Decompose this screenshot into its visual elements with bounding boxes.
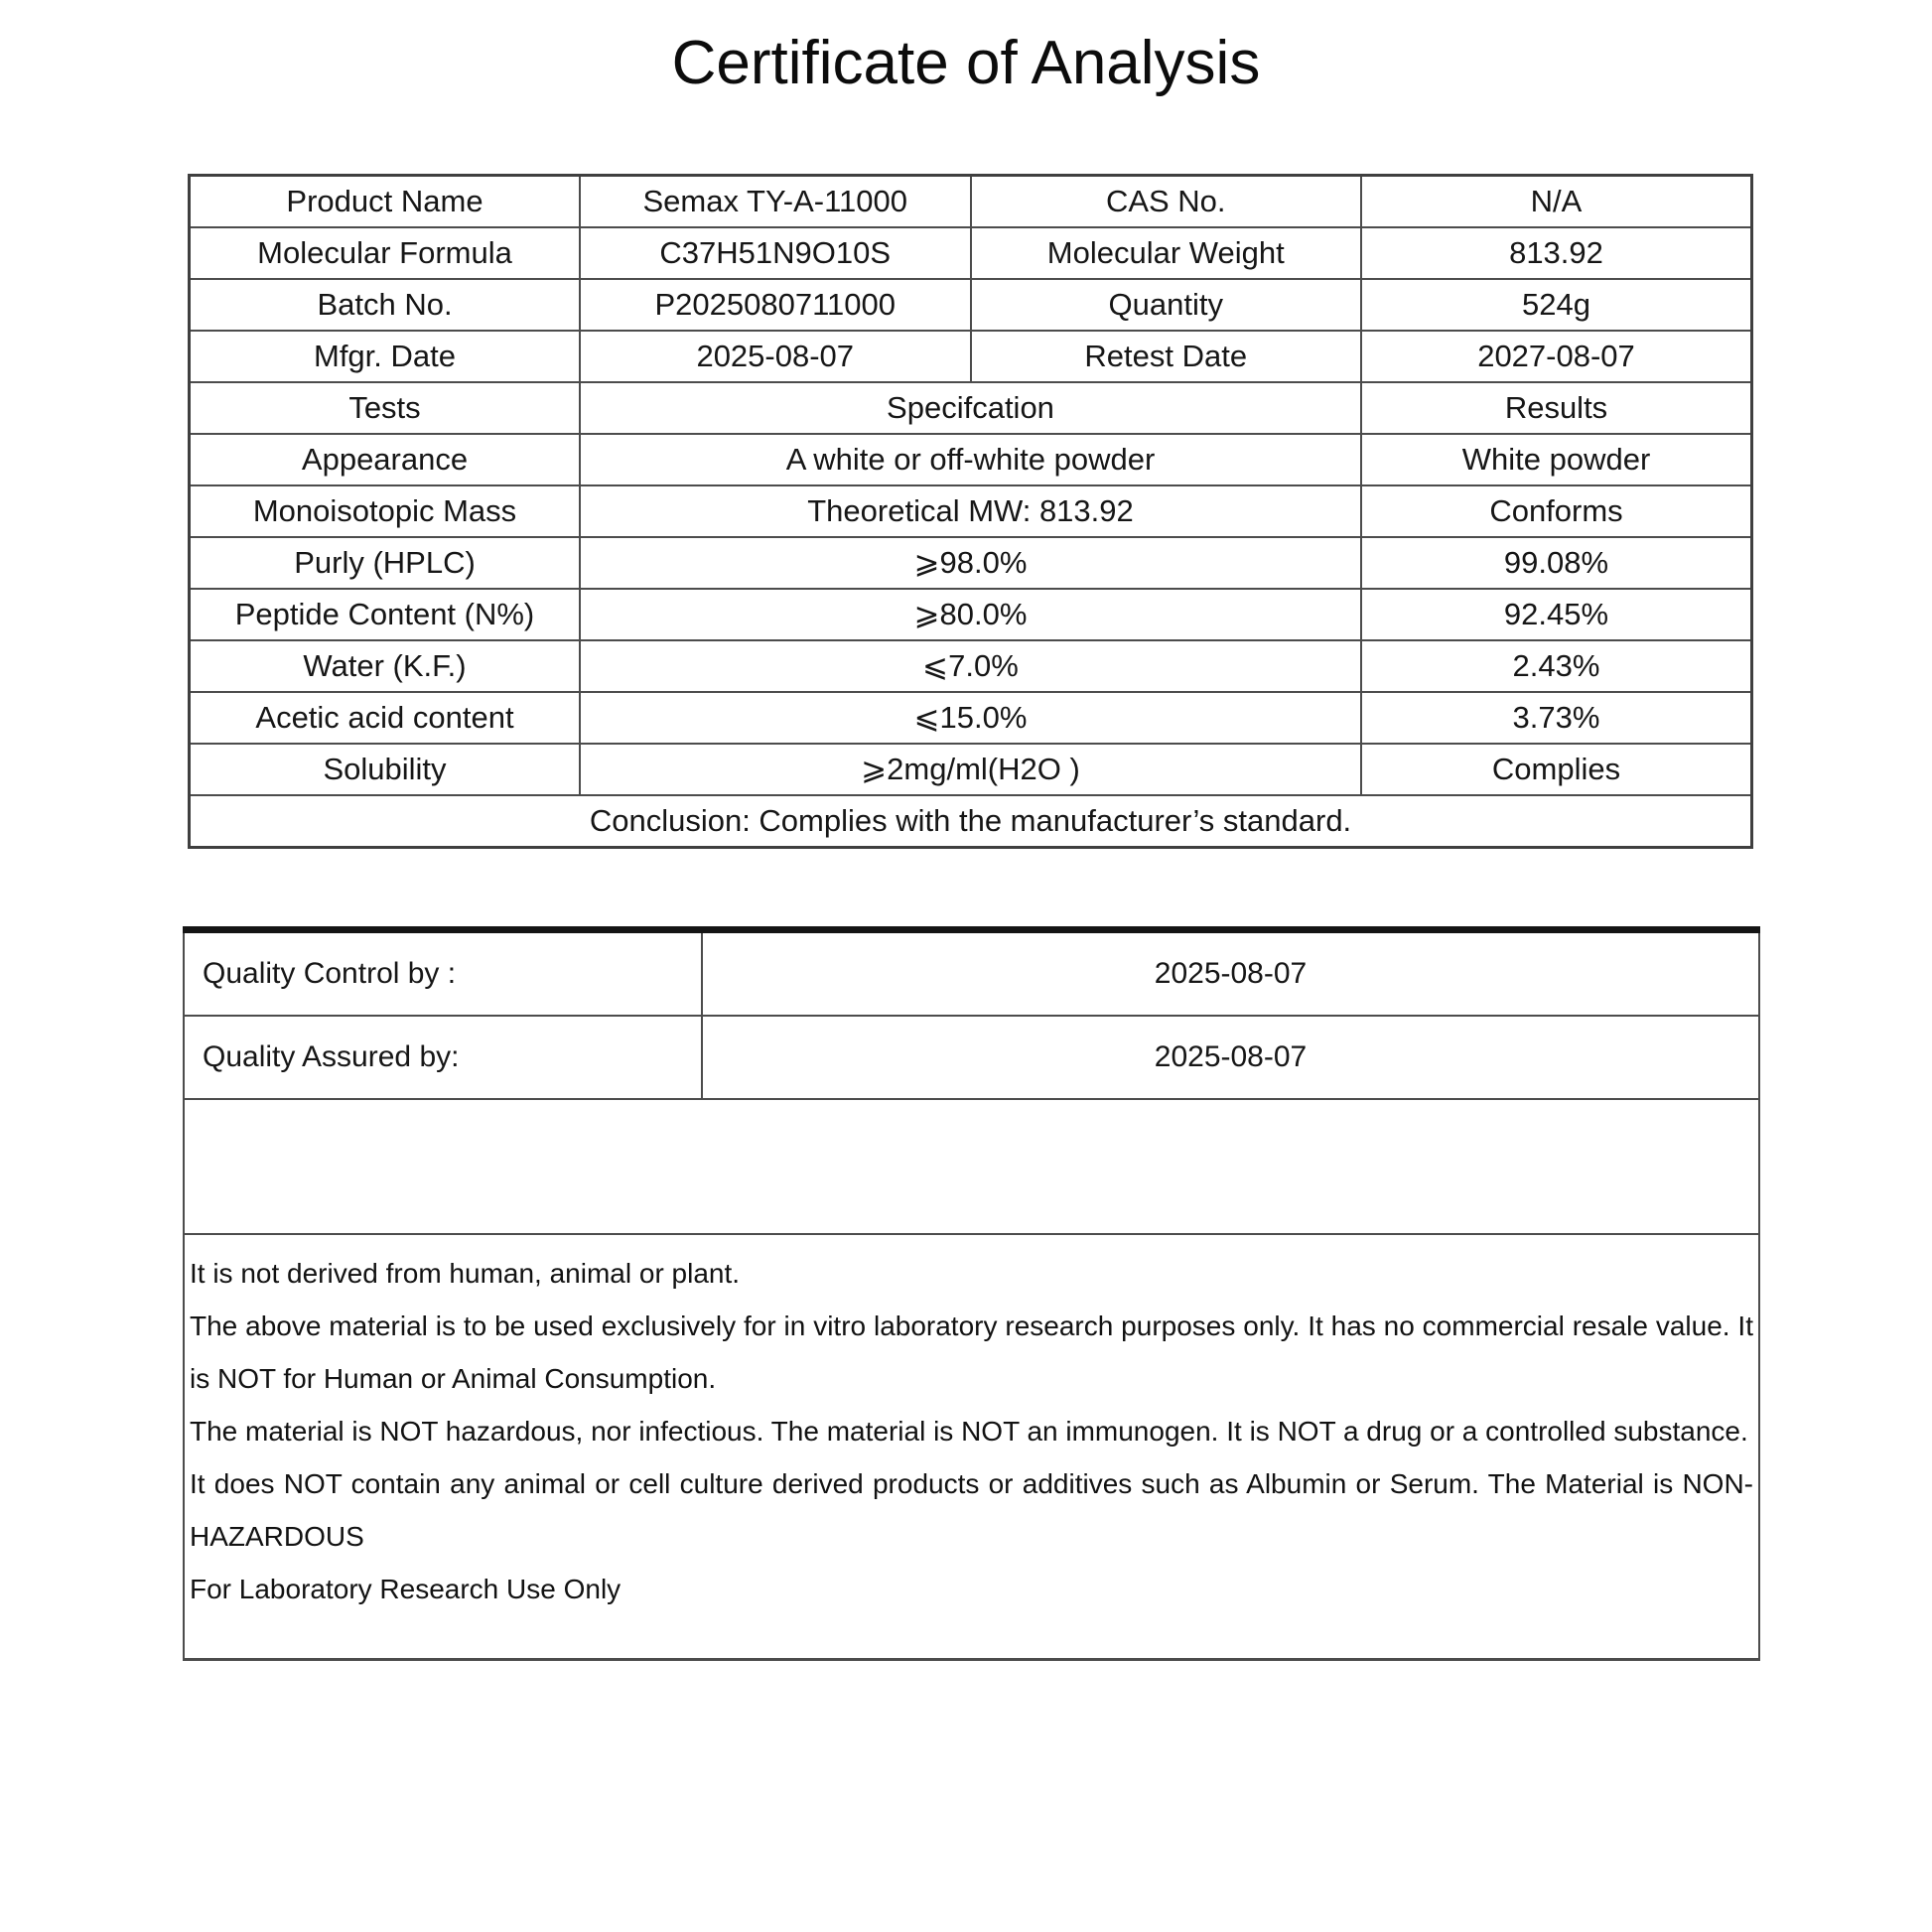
disclaimer-notes (184, 1234, 1759, 1660)
quality-assured-by-label: Quality Assured by: (184, 1016, 702, 1099)
quality-control-by-label: Quality Control by : (184, 930, 702, 1017)
batch-no-label: Batch No. (190, 279, 581, 331)
table-row (190, 227, 1752, 279)
results-header: Results (1361, 382, 1752, 434)
note-line: It is not derived from human, animal or plant. (190, 1258, 741, 1289)
test-specification: Theoretical MW: 813.92 (580, 485, 1361, 537)
empty-row (184, 1099, 1759, 1234)
test-name: Peptide Content (N%) (190, 589, 581, 640)
test-name: Solubility (190, 744, 581, 795)
test-name: Appearance (190, 434, 581, 485)
tests-header: Tests (190, 382, 581, 434)
test-result: 2.43% (1361, 640, 1752, 692)
retest-date-value: 2027-08-07 (1361, 331, 1752, 382)
test-row (190, 434, 1752, 485)
product-name-label: Product Name (190, 176, 581, 228)
note-line: The material is NOT hazardous, nor infectious. The material is NOT an immunogen. It is NOT a drug or a controlled substance. (190, 1416, 1748, 1447)
test-row (190, 640, 1752, 692)
test-name: Water (K.F.) (190, 640, 581, 692)
test-row (190, 537, 1752, 589)
conclusion-row (190, 795, 1752, 848)
test-result: 99.08% (1361, 537, 1752, 589)
molecular-weight-value: 813.92 (1361, 227, 1752, 279)
specification-header: Specifcation (580, 382, 1361, 434)
test-specification: ⩾98.0% (580, 537, 1361, 589)
mfgr-date-value: 2025-08-07 (580, 331, 971, 382)
test-specification: ⩾80.0% (580, 589, 1361, 640)
note-line: For Laboratory Research Use Only (190, 1574, 621, 1604)
quantity-value: 524g (1361, 279, 1752, 331)
note-line: The above material is to be used exclusively for in vitro laboratory research purposes only. It has no commercial resale value. It is NOT for Human or Animal Consumption. (190, 1311, 1753, 1394)
test-name: Acetic acid content (190, 692, 581, 744)
test-row (190, 589, 1752, 640)
page-title: Certificate of Analysis (671, 29, 1261, 97)
cas-no-value: N/A (1361, 176, 1752, 228)
table-row (190, 279, 1752, 331)
test-result: 3.73% (1361, 692, 1752, 744)
table-row (190, 176, 1752, 228)
table-row (184, 930, 1759, 1017)
test-row (190, 744, 1752, 795)
table-row (184, 1016, 1759, 1099)
test-result: White powder (1361, 434, 1752, 485)
molecular-formula-value: C37H51N9O10S (580, 227, 971, 279)
retest-date-label: Retest Date (971, 331, 1362, 382)
test-row (190, 692, 1752, 744)
test-specification: A white or off-white powder (580, 434, 1361, 485)
test-result: Conforms (1361, 485, 1752, 537)
conclusion-text: Conclusion: Complies with the manufacturer’s standard. (190, 795, 1752, 848)
test-result: Complies (1361, 744, 1752, 795)
test-name: Monoisotopic Mass (190, 485, 581, 537)
molecular-weight-label: Molecular Weight (971, 227, 1362, 279)
note-line: It does NOT contain any animal or cell culture derived products or additives such as Albumin or Serum. The Material is NON-HAZARDOUS (190, 1468, 1753, 1552)
test-result: 92.45% (1361, 589, 1752, 640)
table-row (190, 331, 1752, 382)
quality-control-table (183, 926, 1760, 1661)
test-specification: ⩾2mg/ml(H2O ) (580, 744, 1361, 795)
tests-header-row (190, 382, 1752, 434)
quality-assured-by-date: 2025-08-07 (702, 1016, 1759, 1099)
mfgr-date-label: Mfgr. Date (190, 331, 581, 382)
cas-no-label: CAS No. (971, 176, 1362, 228)
test-specification: ⩽15.0% (580, 692, 1361, 744)
quality-control-by-date: 2025-08-07 (702, 930, 1759, 1017)
test-row (190, 485, 1752, 537)
test-name: Purly (HPLC) (190, 537, 581, 589)
analysis-table (188, 174, 1753, 849)
notes-row (184, 1234, 1759, 1660)
product-name-value: Semax TY-A-11000 (580, 176, 971, 228)
molecular-formula-label: Molecular Formula (190, 227, 581, 279)
test-specification: ⩽7.0% (580, 640, 1361, 692)
signature-space (184, 1099, 1759, 1234)
quantity-label: Quantity (971, 279, 1362, 331)
batch-no-value: P2025080711000 (580, 279, 971, 331)
